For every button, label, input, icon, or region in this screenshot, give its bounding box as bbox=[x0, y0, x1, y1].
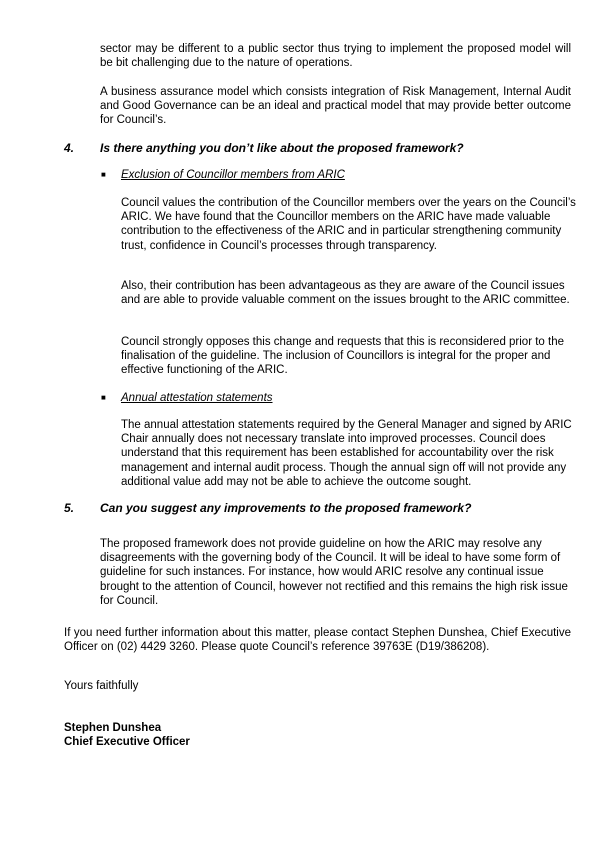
question-4-number: 4. bbox=[64, 141, 75, 155]
councillor-paragraph-1: Council values the contribution of the Councillor members over the years on the Council’s ARIC. We have found that the Councillor members on the ARIC have made valuable contribution to the effectiveness of the ARIC and in particular strengthening community trust, confidence in Council’s processes through transparency. bbox=[121, 197, 576, 252]
bullet-marker: ■ bbox=[101, 393, 106, 402]
intro-paragraph-1: sector may be different to a public sector thus trying to implement the proposed model will be bit challenging due to the nature of operations. bbox=[100, 43, 571, 70]
intro-paragraph-2: A business assurance model which consists integration of Risk Management, Internal Audit and Good Governance can be an ideal and practical model that may provide better outcome for Council’s. bbox=[100, 86, 571, 127]
signoff: Yours faithfully bbox=[64, 680, 139, 692]
bullet-heading-attestation: Annual attestation statements bbox=[121, 392, 273, 404]
signatory-name: Stephen Dunshea bbox=[64, 722, 162, 734]
contact-paragraph: If you need further information about this matter, please contact Stephen Dunshea, Chief Executive Officer on (02) 4429 3260. Please quote Council’s reference 39763E (D19/386208). bbox=[64, 627, 571, 654]
bullet-marker: ■ bbox=[101, 170, 106, 179]
question-4-text: Is there anything you don’t like about the proposed framework? bbox=[100, 141, 464, 155]
question-5-number: 5. bbox=[64, 501, 75, 515]
councillor-paragraph-2: Also, their contribution has been advantageous as they are aware of the Council issues and are able to provide valuable comment on the issues brought to the ARIC committee. bbox=[121, 280, 570, 307]
question-5-text: Can you suggest any improvements to the proposed framework? bbox=[100, 501, 472, 515]
bullet-heading-councillor-exclusion: Exclusion of Councillor members from ARIC bbox=[121, 169, 345, 181]
improvements-paragraph: The proposed framework does not provide guideline on how the ARIC may resolve any disagreements with the governing body of the Council. It will be ideal to have some form of guideline for such instances. For instance, how would ARIC resolve any continual issue brought to the attention of Council, however not rectified and this remains the high risk issue for Council. bbox=[100, 538, 568, 607]
signatory-title: Chief Executive Officer bbox=[64, 736, 190, 748]
attestation-paragraph: The annual attestation statements required by the General Manager and signed by ARIC Chair annually does not necessary translate into improved processes. Council does understand that this requirement has been established for accountability over the risk management and internal audit process. Though the annual sign off will not provide any additional value add may not be able to achieve the outcome sought. bbox=[121, 419, 572, 488]
councillor-paragraph-3: Council strongly opposes this change and requests that this is reconsidered prior to the finalisation of the guideline. The inclusion of Councillors is integral for the proper and effective functioning of the ARIC. bbox=[121, 336, 565, 377]
